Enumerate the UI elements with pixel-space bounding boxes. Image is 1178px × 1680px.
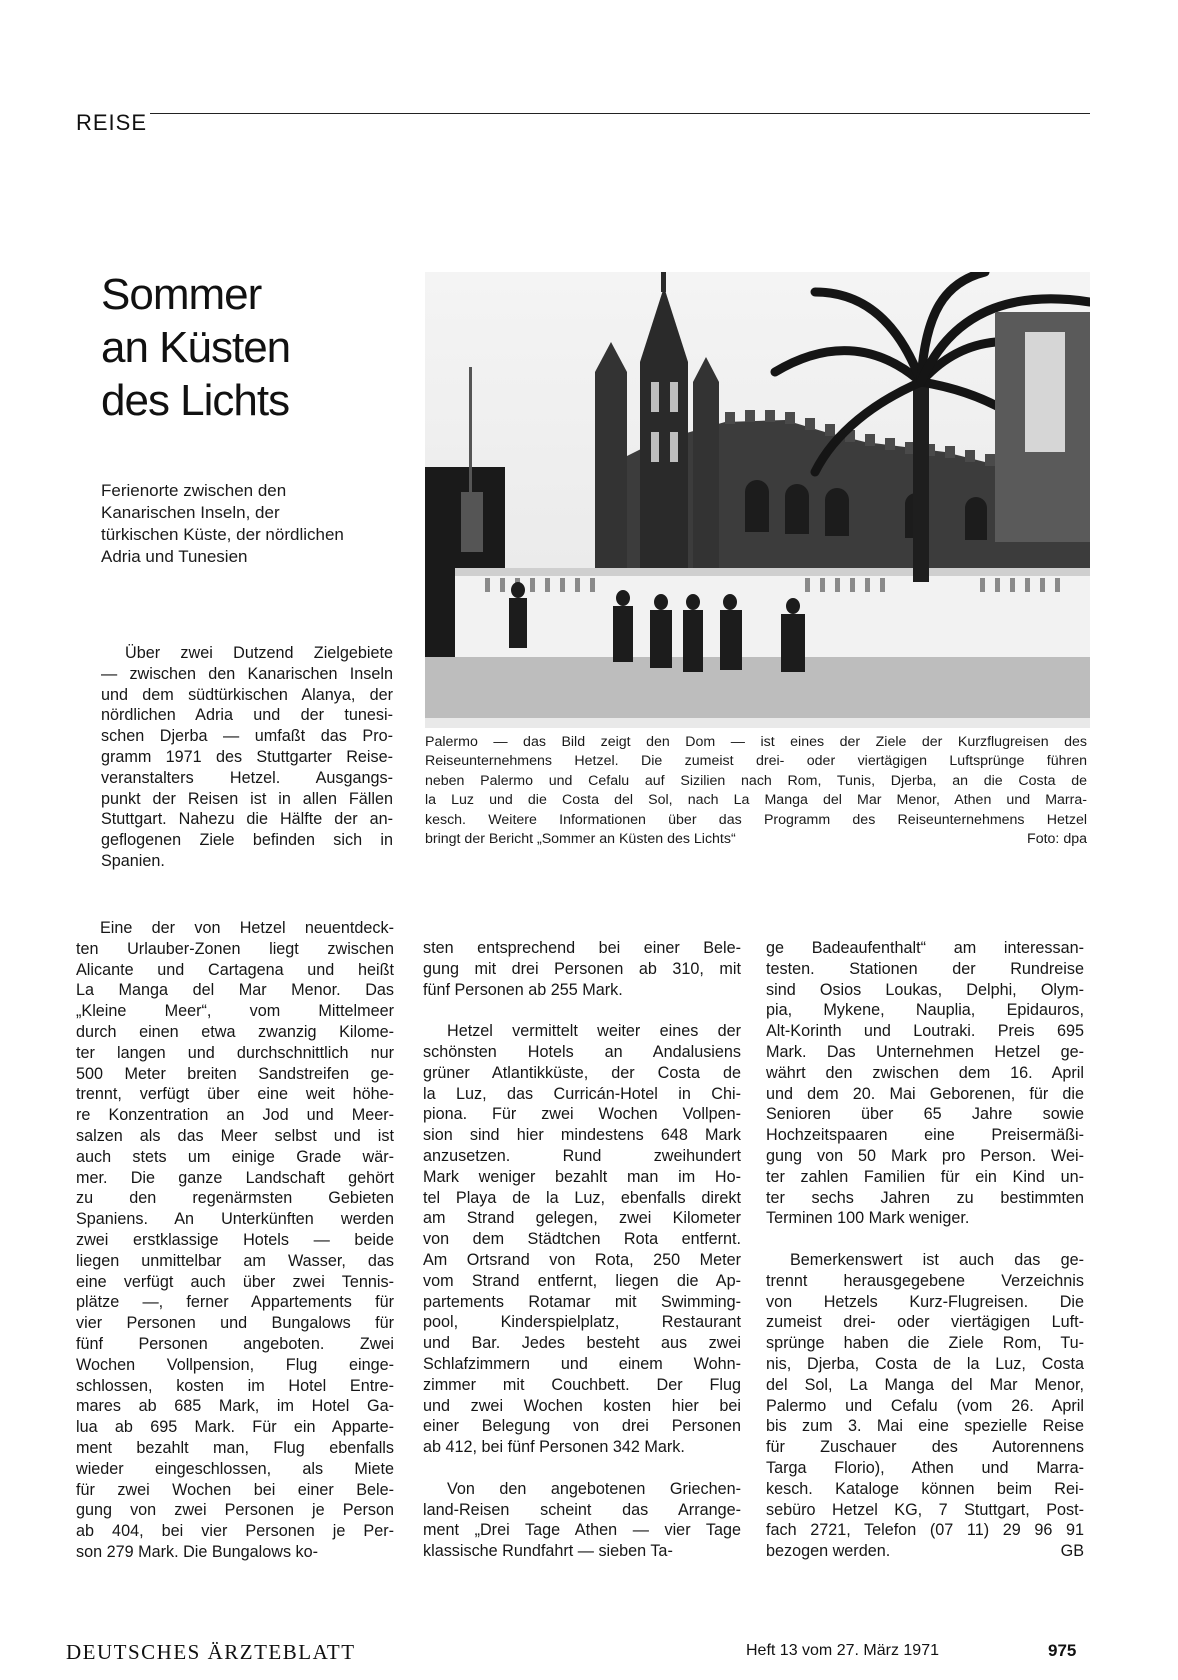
text-line: gung von 50 Mark pro Person. Wei- [766,1146,1084,1165]
text-line: bis zum 3. Mai eine spezielle Reise [766,1417,1084,1436]
text-line: land-Reisen scheint das Arrange- [423,1500,741,1519]
text-line: 500 Meter breiten Sandstreifen ge- [76,1064,394,1083]
text-line: veranstalters Hetzel. Ausgangs- [101,768,393,787]
caption-last-line [425,830,1087,849]
text-line: Eine der von Hetzel neuentdeck- [100,919,394,937]
paragraph [423,1479,741,1562]
text-line: ab 404, bei vier Personen je Per- [76,1522,394,1541]
caption-line: la Luz und die Costa del Sol, nach La Manga del Mar Menor, Athen und Marra- [425,792,1087,809]
text-line: Mark weniger bezahlt man im Ho- [423,1167,741,1186]
text-line: ter zahlen Familien für ein Kind un- [766,1167,1084,1186]
text-line: von Hetzels Kurz-Flugreisen. Die [766,1292,1084,1311]
issue-info: Heft 13 vom 27. März 1971 [746,1642,939,1659]
text-line: nis, Djerba, Costa de la Luz, Costa [766,1354,1084,1373]
text-line: kesch. Kataloge können beim Rei- [766,1479,1084,1498]
article-column-1 [76,918,394,1563]
text-line: Senioren über 65 Jahre sowie [766,1105,1084,1124]
text-line: und dem südtürkischen Alanya, der [101,685,393,704]
title-line: an Küsten [101,323,291,372]
text-line: del Sol, La Manga del Mar Menor, [766,1375,1084,1394]
cathedral-photo [425,272,1090,728]
text-line: am Strand gelegen, zwei Kilometer [423,1209,741,1228]
text-line: La Manga del Mar Menor. Das [76,981,394,1000]
text-line: schlossen, kosten im Hotel Entre- [76,1376,394,1395]
photo-caption [425,733,1087,849]
paragraph [766,938,1084,1229]
text-line: fünf Personen angeboten. Zwei [76,1334,394,1353]
title-line: des Lichts [101,376,290,425]
caption-line: Palermo — das Bild zeigt den Dom — ist eines der Ziele der Kurzflugreisen des [425,734,1087,750]
text-line: wieder eingeschlossen, als Miete [76,1459,394,1478]
text-line: und zwei Wochen kosten hier bei [423,1396,741,1415]
text-line: Spanien. [101,851,165,870]
article-column-2 [423,938,741,1562]
title-line: Sommer [101,270,262,319]
paragraph [766,1250,1084,1541]
text-line: gung von zwei Personen je Person [76,1501,394,1520]
subtitle-line: türkischen Küste, der nördlichen [101,525,344,544]
text-line: Wochen Vollpension, Flug einge- [76,1355,394,1374]
text-line: piona. Für zwei Wochen Vollpen- [423,1105,741,1124]
text-line: pia, Mykene, Nauplia, Epidauros, [766,1001,1084,1020]
text-line: fach 2721, Telefon (07 11) 29 96 91 [766,1521,1084,1540]
text-line: anzusetzen. Rund zweihundert [423,1146,741,1165]
text-line: testen. Stationen der Rundreise [766,959,1084,978]
photo-credit: Foto: dpa [1027,831,1087,848]
text-line: Alt-Korinth und Loutraki. Preis 695 [766,1022,1084,1041]
text-line: — zwischen den Kanarischen Inseln [101,664,393,683]
text-line: schen Djerba — umfaßt das Pro- [101,727,393,746]
text-line: durch einen etwa zwanzig Kilome- [76,1022,394,1041]
text-line: sprünge haben die Ziele Rom, Tu- [766,1334,1084,1353]
text-line: Von den angebotenen Griechen- [447,1479,741,1498]
text-line: Spaniens. An Unterkünften werden [76,1210,394,1229]
page-number: 975 [1048,1641,1077,1660]
subtitle-line: Adria und Tunesien [101,547,248,566]
text-line: sten entsprechend bei einer Bele- [423,939,741,957]
caption-line: bringt der Bericht „Sommer an Küsten des Lichts“ [425,831,736,848]
article-title [101,268,290,427]
text-line: zimmer mit Couchbett. Der Flug [423,1375,741,1394]
text-line: nördlichen Adria und der tunesi- [101,706,393,725]
text-line: und Bar. Jedes besteht aus zwei [423,1334,741,1353]
text-line: son 279 Mark. Die Bungalows ko- [76,1542,319,1561]
publication-name: DEUTSCHES ÄRZTEBLATT [66,1640,356,1664]
text-line: geflogenen Ziele befinden sich in [101,831,393,850]
text-line: ment „Drei Tage Athen — vier Tage [423,1521,741,1540]
text-line: vom Strand entfernt, liegen die Ap- [423,1271,741,1290]
text-line: zwei erstklassige Hotels — beide [76,1230,394,1249]
subtitle-line: Ferienorte zwischen den [101,481,287,500]
text-line: ter langen und durchschnittlich nur [76,1043,394,1062]
text-line: la Luz, das Curricán-Hotel in Chi- [423,1084,741,1103]
section-label: REISE [76,110,148,135]
text-line: punkt der Reisen ist in allen Fällen [101,789,393,808]
text-line: ge Badeaufenthalt“ am interessan- [766,939,1084,957]
text-line: vier Personen und Bungalows für [76,1314,394,1333]
text-line: trennt, verfügt über eine weit höhe- [76,1085,394,1104]
text-line: währt den zwischen dem 16. April [766,1063,1084,1082]
header-rule [150,113,1090,114]
text-line: klassische Rundfahrt — sieben Ta- [423,1542,673,1561]
text-line: Über zwei Dutzend Zielgebiete [125,644,393,662]
closing-line [766,1541,1084,1562]
text-line: re Konzentration an Jod und Meer- [76,1106,394,1125]
text-line: Terminen 100 Mark weniger. [766,1209,970,1228]
subtitle-line: Kanarischen Inseln, der [101,503,280,522]
text-line: zumeist drei- oder viertägigen Luft- [766,1313,1084,1332]
text-line: pool, Kinderspielplatz, Restaurant [423,1313,741,1332]
caption-line: neben Palermo und Cefalu auf Sizilien nach Rom, Tunis, Djerba, an die Costa de [425,772,1087,789]
text-line: grüner Atlantikküste, der Costa de [423,1063,741,1082]
text-line: plätze —, ferner Appartements für [76,1293,394,1312]
text-line: mares ab 685 Mark, im Hotel Ga- [76,1397,394,1416]
text-line: fünf Personen ab 255 Mark. [423,980,623,999]
text-line: sion sind hier mindestens 648 Mark [423,1126,741,1145]
text-line: Targa Florio), Athen und Marra- [766,1458,1084,1477]
text-line: Stuttgart. Nahezu die Hälfte der an- [101,810,393,829]
text-line: Am Ortsrand von Rota, 250 Meter [423,1250,741,1269]
article-intro [101,643,393,872]
text-line: schönsten Hotels an Andalusiens [423,1042,741,1061]
text-line: ten Urlauber-Zonen liegt zwischen [76,939,394,958]
text-line: mer. Die ganze Landschaft gehört [76,1168,394,1187]
caption-line: kesch. Weitere Informationen über das Programm des Reiseunternehmens Hetzel [425,811,1087,828]
text-line: trennt herausgegebene Verzeichnis [766,1271,1084,1290]
text-line: gung mit drei Personen ab 310, mit [423,959,741,978]
paragraph [423,1021,741,1458]
text-line: Alicante und Cartagena und heißt [76,960,394,979]
text-line: Schlafzimmern und einem Wohn- [423,1354,741,1373]
caption-line: Reiseunternehmens Hetzel. Die zumeist drei- oder viertägigen Luftsprünge führen [425,753,1087,770]
text-line: liegen unmittelbar am Wasser, das [76,1251,394,1270]
text-line: auch stets um einige Grade wär- [76,1147,394,1166]
text-line: und dem 20. Mai Geborenen, für die [766,1084,1084,1103]
text-line: einer Belegung von drei Personen [423,1417,741,1436]
text-line: Palermo und Cefalu (vom 26. April [766,1396,1084,1415]
text-line: partements Rotamar mit Swimming- [423,1292,741,1311]
text-line: zu den regenärmsten Gebieten [76,1189,394,1208]
article-subtitle [101,480,391,568]
text-line: Hetzel vermittelt weiter eines der [447,1022,741,1041]
text-line: von dem Städtchen Rota entfernt. [423,1230,741,1249]
text-line: Hochzeitspaaren eine Preisermäßi- [766,1126,1084,1145]
text-line: Mark. Das Unternehmen Hetzel ge- [766,1042,1084,1061]
text-line: gramm 1971 des Stuttgarter Reise- [101,747,393,766]
text-line: salzen als das Meer selbst und ist [76,1126,394,1145]
text-line: ment bezahlt man, Flug ebenfalls [76,1438,394,1457]
text-line: „Kleine Meer“, vom Mittelmeer [76,1002,394,1021]
text-line: für Zuschauer des Autorennens [766,1438,1084,1457]
text-line: Bemerkenswert ist auch das ge- [790,1250,1084,1269]
author-initials: GB [1060,1542,1084,1561]
article-column-3 [766,938,1084,1562]
text-line: sind Osios Loukas, Delphi, Olym- [766,980,1084,999]
text-line: tel Playa de la Luz, ebenfalls direkt [423,1188,741,1207]
text-line: für zwei Wochen bei einer Bele- [76,1480,394,1499]
text-line: ab 412, bei fünf Personen 342 Mark. [423,1438,685,1457]
text-line: eine verfügt auch über zwei Tennis- [76,1272,394,1291]
text-line: ter sechs Jahren zu bestimmten [766,1188,1084,1207]
text-line: sebüro Hetzel KG, 7 Stuttgart, Post- [766,1500,1084,1519]
paragraph [423,938,741,1000]
text-line: lua ab 695 Mark. Für ein Apparte- [76,1418,394,1437]
closing-text: bezogen werden. [766,1542,891,1561]
